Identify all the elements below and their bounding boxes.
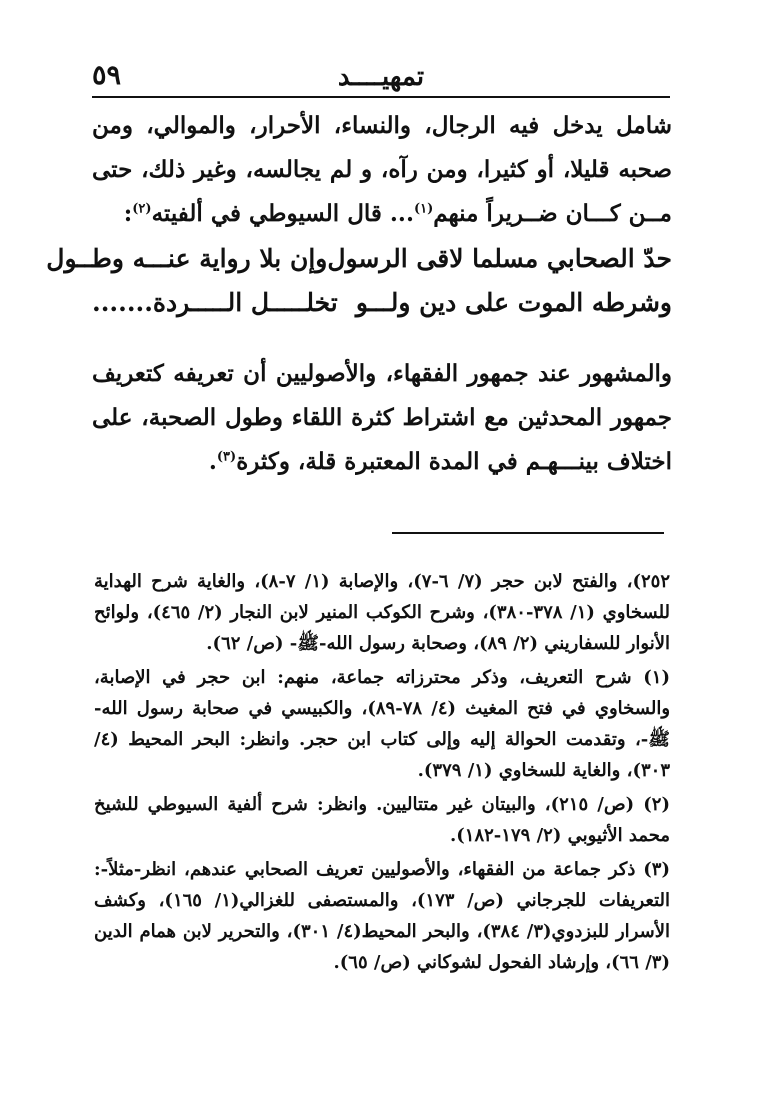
verse-2-second-hemistich: تخلـــــل الـــــردة....... <box>92 288 338 317</box>
paragraph-1 <box>92 104 672 236</box>
verse-1-first-hemistich: حدّ الصحابي مسلما لاقى الرسول <box>327 244 672 273</box>
verse-line-1 <box>46 238 672 280</box>
footnote-ref-2[interactable]: (٢) <box>132 201 152 217</box>
page-number: ٥٩ <box>92 60 122 91</box>
paragraph-2-text: والمشهور عند جمهور الفقهاء، والأصوليين أن تعريفه كتعريف جمهور المحدثين مع اشتراط كثرة اللقاء وطول الصحبة، على اختلاف بينـــهـم في المدة المعتبرة قلة، وكثرة <box>92 360 672 475</box>
paragraph-2-end: . <box>208 448 217 475</box>
paragraph-2 <box>92 352 672 484</box>
main-text <box>46 104 672 484</box>
paragraph-1-text: شامل يدخل فيه الرجال، والنساء، الأحرار، والموالي، ومن صحبه قليلا، أو كثيرا، ومن رآه، و لم يجالسه، وغير ذلك، حتى مــن كـــان ضــريراً منهم <box>92 112 672 227</box>
paragraph-1-continuation: ... قال السيوطي في ألفيته <box>151 200 414 227</box>
header-divider <box>92 96 670 98</box>
footnote-ref-3[interactable]: (٣) <box>216 449 237 465</box>
footnote-2: (٢) (ص/ ٢١٥)، والبيتان غير متتاليين. وانظر: شرح ألفية السيوطي للشيخ محمد الأثيوبي (٢/ ١٧٩-١٨٢). <box>94 794 670 846</box>
footnote-ref-1[interactable]: (١) <box>413 201 434 217</box>
footnote-divider <box>392 532 664 534</box>
footnote-1: (١) شرح التعريف، وذكر محترزاته جماعة، منهم: ابن حجر في الإصابة، والسخاوي في فتح المغيث (٤/ ٧٨-٨٩)، والكبيسي في صحابة رسول الله-ﷺ-، وتقدمت الحوالة إليه وإلى كتاب ابن حجر. وانظر: البحر المحيط (٤/ ٣٠٣)، والغاية للسخاوي (١/ ٣٧٩). <box>94 667 671 781</box>
paragraph-1-end: : <box>123 200 133 227</box>
header-title: تمهيــــد <box>337 62 425 92</box>
verse-2-first-hemistich: وشرطه الموت على دين ولـــو <box>355 288 672 317</box>
verse-1-second-hemistich: وإن بلا رواية عنـــه وطــول <box>46 244 328 273</box>
footnotes <box>94 566 670 981</box>
running-header <box>92 62 670 96</box>
footnote-3: (٣) ذكر جماعة من الفقهاء، والأصوليين تعريف الصحابي عندهم، انظر-مثلاً-: التعريفات للجرجاني (ص/ ١٧٣)، والمستصفى للغزالي(١/ ١٦٥)، وكشف الأسرار للبزدوي(٣/ ٣٨٤)، والبحر المحيط(٤/ ٣٠١)، والتحرير لابن همام الدين (٣/ ٦٦)، وإرشاد الفحول لشوكاني (ص/ ٦٥). <box>94 859 670 973</box>
footnote-continuation: ٢٥٢)، والفتح لابن حجر (٧/ ٦-٧)، والإصابة (١/ ٧-٨)، والغاية شرح الهداية للسخاوي (١/ ٣٧٨-٣٨٠)، وشرح الكوكب المنير لابن النجار (٢/ ٤٦٥)، ولوائح الأنوار للسفاريني (٢/ ٨٩)، وصحابة رسول الله-ﷺ- (ص/ ٦٢). <box>94 571 671 654</box>
verse-line-2 <box>92 282 672 324</box>
